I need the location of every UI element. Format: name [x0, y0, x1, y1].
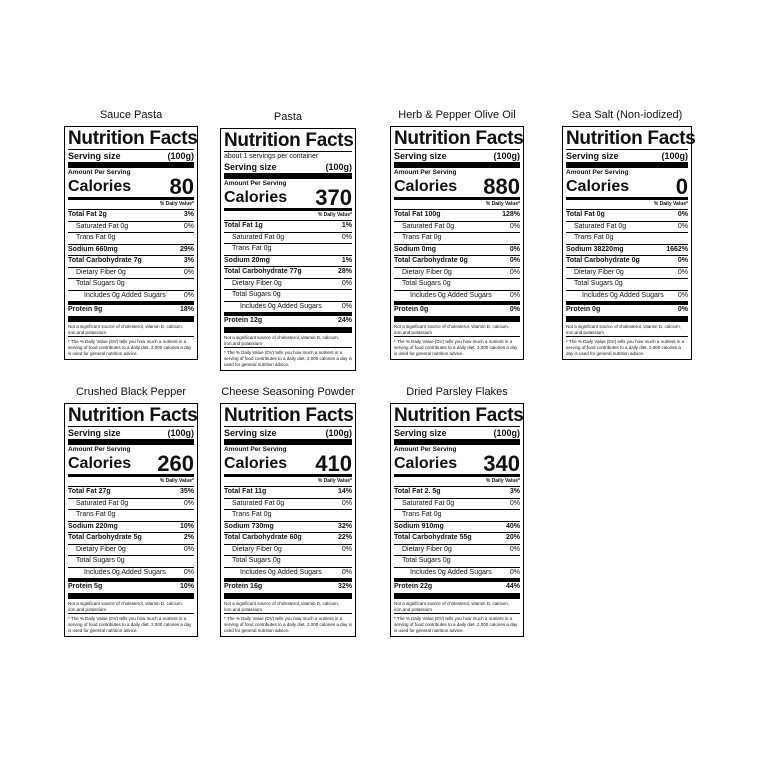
nutrient-row-total-sugars: [224, 555, 352, 567]
calories-label: Calories: [68, 455, 132, 472]
nutrient-daily-value: 0%: [509, 257, 520, 264]
calories-value: 880: [483, 174, 520, 199]
nutrition-facts-heading: Nutrition Facts: [394, 128, 524, 149]
daily-value-footnote: * The % Daily Value (DV) tells you how much a nutrient in a serving of food contributes to a daily diet. 2,000 calories a day is used for general nutrition advice.: [224, 615, 352, 633]
nutrient-daily-value: 0%: [677, 222, 688, 230]
calories-value: 370: [315, 185, 352, 210]
nutrient-name: Saturated Fat 0g: [402, 499, 455, 507]
nutrient-name: Includes 0g Added Sugars: [410, 568, 492, 576]
nutrient-name: Protein 9g: [68, 306, 103, 313]
nutrient-daily-value: 0%: [677, 257, 688, 264]
nutrient-name: Total Carbohydrate 60g: [224, 534, 302, 541]
nutrient-daily-value: 0%: [341, 279, 352, 287]
nutrient-row-trans-fat: [68, 509, 194, 521]
nutrient-row-trans-fat: [394, 232, 520, 244]
nutrition-facts-heading: Nutrition Facts: [566, 128, 696, 149]
nutrient-name: Total Carbohydrate 0g: [394, 257, 468, 264]
calories-label: Calories: [68, 178, 132, 195]
nutrition-facts-heading: Nutrition Facts: [68, 128, 198, 149]
calories-label: Calories: [224, 189, 288, 206]
daily-value-header: % Daily Value*: [159, 201, 194, 207]
nutrient-row-trans-fat: [566, 232, 688, 244]
nutrient-name: Total Fat 2. 5g: [394, 488, 441, 495]
nutrient-row-added-sugars: [394, 567, 520, 579]
nutrient-name: Saturated Fat 0g: [76, 499, 129, 507]
nutrient-daily-value: 0%: [677, 291, 688, 299]
product-name: Pasta: [273, 111, 303, 123]
nutrient-daily-value: 0%: [341, 499, 352, 507]
nutrient-name: Dietary Fiber 0g: [76, 268, 126, 276]
nutrient-name: Includes 0g Added Sugars: [240, 302, 322, 310]
nutrition-panel: [220, 386, 356, 637]
nutrient-name: Total Sugars 0g: [574, 280, 623, 287]
nutrient-row-sodium: [68, 521, 194, 533]
serving-size-value: (100g): [325, 162, 352, 172]
nutrient-name: Includes 0g Added Sugars: [240, 568, 322, 576]
nutrient-name: Total Carbohydrate 55g: [394, 534, 472, 541]
nutrition-panel: [64, 109, 198, 360]
calories-value: 0: [675, 174, 688, 199]
nutrient-name: Saturated Fat 0g: [232, 233, 285, 241]
nutrient-row-total-sugars: [224, 289, 352, 301]
nutrient-name: Total Sugars 0g: [402, 280, 451, 287]
serving-size-label: Serving size: [224, 162, 277, 172]
serving-size-label: Serving size: [394, 151, 447, 161]
nutrient-daily-value: 29%: [179, 245, 194, 253]
nutrient-name: Saturated Fat 0g: [402, 222, 455, 230]
nutrient-name: Trans Fat 0g: [76, 234, 116, 241]
daily-value-footnote: * The % Daily Value (DV) tells you how much a nutrient in a serving of food contributes to a daily diet. 2,000 calories a day is used for general nutrition advice.: [224, 349, 352, 367]
serving-size-value: (100g): [325, 428, 352, 438]
serving-size-label: Serving size: [394, 428, 447, 438]
nutrient-row-dietary-fiber: [68, 544, 194, 556]
nutrient-row-dietary-fiber: [566, 267, 688, 279]
nutrition-facts-label: [220, 403, 356, 637]
nutrient-daily-value: 3%: [183, 211, 194, 218]
nutrition-facts-label: [64, 403, 198, 637]
product-name: Dried Parsley Flakes: [406, 386, 508, 398]
nutrient-row-total-sugars: [394, 278, 520, 290]
serving-size-value: (100g): [167, 151, 194, 161]
nutrient-name: Saturated Fat 0g: [232, 499, 285, 507]
nutrient-daily-value: 0%: [509, 291, 520, 299]
nutrition-facts-heading: Nutrition Facts: [394, 405, 524, 426]
nutrient-row-added-sugars: [566, 290, 688, 302]
nutrient-name: Total Fat 27g: [68, 488, 111, 495]
daily-value-header: % Daily Value*: [317, 212, 352, 218]
nutrient-name: Includes 0g Added Sugars: [84, 291, 166, 299]
nutrient-row-protein: [68, 581, 194, 593]
nutrient-row-sodium: [394, 521, 520, 533]
nutrient-row-total-fat: [68, 209, 194, 221]
nutrient-daily-value: 1%: [341, 222, 352, 229]
daily-value-footnote: * The % Daily Value (DV) tells you how much a nutrient in a serving of food contributes to a daily diet. 2,000 calories a day is used for general nutrition advice.: [68, 615, 192, 633]
nutrient-row-dietary-fiber: [224, 544, 352, 556]
nutrient-row-sodium: [224, 255, 352, 267]
nutrient-row-total-carbohydrate: [224, 532, 352, 544]
nutrient-name: Dietary Fiber 0g: [232, 545, 282, 553]
nutrient-daily-value: 0%: [509, 245, 520, 253]
nutrient-name: Protein 12g: [224, 317, 263, 324]
serving-size-label: Serving size: [68, 151, 121, 161]
nutrient-row-dietary-fiber: [68, 267, 194, 279]
nutrient-row-saturated-fat: [224, 498, 352, 510]
nutrient-daily-value: 20%: [505, 534, 520, 541]
nutrient-name: Saturated Fat 0g: [76, 222, 129, 230]
nutrient-row-trans-fat: [224, 509, 352, 521]
nutrient-row-protein: [394, 581, 520, 593]
nutrient-name: Sodium 20mg: [224, 256, 270, 264]
calories-label: Calories: [394, 455, 458, 472]
calories-value: 410: [315, 451, 352, 476]
nutrient-row-total-fat: [566, 209, 688, 221]
nutrient-row-saturated-fat: [68, 498, 194, 510]
not-significant-note: Not a significant source of cholesterol, vitamin D, calcium, iron,and potassium: [224, 600, 340, 612]
nutrition-panel: [562, 109, 696, 360]
nutrient-row-protein: [394, 304, 520, 316]
nutrient-row-total-sugars: [394, 555, 520, 567]
nutrient-name: Total Fat 2g: [68, 211, 107, 218]
not-significant-note: Not a significant source of cholesterol, vitamin D, calcium, iron,and potassium: [394, 323, 510, 335]
nutrient-daily-value: 14%: [337, 488, 352, 495]
nutrient-row-total-carbohydrate: [394, 255, 520, 267]
daily-value-footnote: * The % Daily Value (DV) tells you how much a nutrient in a serving of food contributes to a daily diet. 2,000 calories a day is used for general nutrition advice.: [394, 338, 518, 356]
nutrient-daily-value: 0%: [509, 306, 520, 313]
nutrition-panel: [390, 109, 524, 360]
nutrient-daily-value: 2%: [183, 534, 194, 541]
nutrient-daily-value: 0%: [341, 302, 352, 310]
nutrient-row-saturated-fat: [394, 498, 520, 510]
nutrient-name: Trans Fat 0g: [402, 234, 442, 241]
serving-size-value: (100g): [493, 428, 520, 438]
nutrient-row-total-fat: [68, 486, 194, 498]
serving-size-value: (100g): [167, 428, 194, 438]
nutrient-name: Total Sugars 0g: [232, 291, 281, 298]
daily-value-header: % Daily Value*: [485, 478, 520, 484]
nutrient-name: Dietary Fiber 0g: [402, 268, 452, 276]
nutrient-name: Total Sugars 0g: [232, 557, 281, 564]
not-significant-note: Not a significant source of cholesterol, vitamin D, calcium, iron,and potassium: [394, 600, 510, 612]
nutrient-name: Total Sugars 0g: [76, 280, 125, 287]
nutrient-daily-value: 35%: [179, 488, 194, 495]
nutrient-row-trans-fat: [68, 232, 194, 244]
nutrient-name: Total Fat 0g: [566, 211, 605, 218]
nutrition-facts-label: [64, 126, 198, 360]
nutrient-name: Protein 0g: [566, 306, 601, 313]
nutrient-daily-value: 0%: [677, 306, 688, 313]
nutrient-row-sodium: [68, 244, 194, 256]
nutrient-row-added-sugars: [68, 290, 194, 302]
nutrient-name: Total Carbohydrate 0g: [566, 257, 640, 264]
nutrition-facts-heading: Nutrition Facts: [68, 405, 198, 426]
nutrient-daily-value: 0%: [509, 568, 520, 576]
nutrient-name: Total Fat 1g: [224, 222, 263, 229]
nutrient-name: Sodium 38220mg: [566, 245, 624, 253]
nutrient-name: Trans Fat 0g: [232, 245, 272, 252]
nutrient-daily-value: 24%: [337, 317, 352, 324]
nutrient-daily-value: 28%: [337, 268, 352, 275]
serving-size-label: Serving size: [68, 428, 121, 438]
nutrient-daily-value: 0%: [183, 268, 194, 276]
nutrient-name: Dietary Fiber 0g: [574, 268, 624, 276]
not-significant-note: Not a significant source of cholesterol, vitamin D, calcium, iron,and potassium: [224, 334, 340, 346]
nutrient-name: Total Fat 100g: [394, 211, 441, 218]
nutrient-row-protein: [224, 315, 352, 327]
nutrient-daily-value: 44%: [505, 583, 520, 590]
calories-value: 260: [157, 451, 194, 476]
nutrient-row-dietary-fiber: [394, 544, 520, 556]
nutrient-row-total-carbohydrate: [394, 532, 520, 544]
nutrient-row-sodium: [566, 244, 688, 256]
nutrient-name: Saturated Fat 0g: [574, 222, 627, 230]
product-name: Sea Salt (Non-iodized): [571, 109, 683, 121]
product-name: Crushed Black Pepper: [75, 386, 187, 398]
nutrition-panel: [220, 111, 356, 371]
calories-label: Calories: [394, 178, 458, 195]
nutrient-name: Dietary Fiber 0g: [76, 545, 126, 553]
nutrient-row-dietary-fiber: [224, 278, 352, 290]
nutrient-name: Total Carbohydrate 5g: [68, 534, 142, 541]
product-name: Sauce Pasta: [99, 109, 163, 121]
nutrient-name: Protein 5g: [68, 583, 103, 590]
nutrient-row-added-sugars: [224, 301, 352, 313]
nutrient-row-total-fat: [394, 486, 520, 498]
nutrient-daily-value: 1662%: [666, 245, 688, 253]
nutrient-name: Sodium 660mg: [68, 245, 118, 253]
nutrient-row-total-sugars: [68, 555, 194, 567]
nutrient-daily-value: 0%: [341, 545, 352, 553]
nutrition-panel: [64, 386, 198, 637]
nutrient-row-trans-fat: [224, 243, 352, 255]
amount-per-serving: Amount Per Serving: [224, 180, 287, 187]
amount-per-serving: Amount Per Serving: [224, 446, 287, 453]
nutrient-name: Trans Fat 0g: [76, 511, 116, 518]
serving-size-label: Serving size: [566, 151, 619, 161]
nutrient-daily-value: 32%: [337, 522, 352, 530]
amount-per-serving: Amount Per Serving: [566, 169, 629, 176]
nutrient-daily-value: 0%: [509, 222, 520, 230]
nutrient-daily-value: 0%: [183, 499, 194, 507]
nutrient-row-trans-fat: [394, 509, 520, 521]
nutrition-facts-label: [390, 126, 524, 360]
nutrient-name: Trans Fat 0g: [574, 234, 614, 241]
nutrient-name: Protein 0g: [394, 306, 429, 313]
nutrient-daily-value: 0%: [183, 568, 194, 576]
nutrition-facts-heading: Nutrition Facts: [224, 130, 354, 151]
nutrient-name: Total Carbohydrate 77g: [224, 268, 302, 275]
nutrient-name: Includes 0g Added Sugars: [410, 291, 492, 299]
nutrient-daily-value: 0%: [509, 268, 520, 276]
nutrient-name: Dietary Fiber 0g: [402, 545, 452, 553]
nutrition-facts-heading: Nutrition Facts: [224, 405, 354, 426]
nutrient-row-total-carbohydrate: [224, 266, 352, 278]
nutrient-name: Protein 22g: [394, 583, 433, 590]
calories-label: Calories: [566, 178, 630, 195]
nutrient-name: Sodium 0mg: [394, 245, 437, 253]
nutrient-daily-value: 0%: [677, 211, 688, 218]
nutrient-name: Total Carbohydrate 7g: [68, 257, 142, 264]
nutrient-row-saturated-fat: [68, 221, 194, 233]
nutrient-row-total-fat: [224, 220, 352, 232]
nutrient-daily-value: 0%: [183, 545, 194, 553]
daily-value-header: % Daily Value*: [485, 201, 520, 207]
nutrient-daily-value: 18%: [179, 306, 194, 313]
nutrient-name: Dietary Fiber 0g: [232, 279, 282, 287]
daily-value-header: % Daily Value*: [653, 201, 688, 207]
nutrient-daily-value: 1%: [341, 256, 352, 264]
nutrient-row-dietary-fiber: [394, 267, 520, 279]
nutrient-name: Total Fat 11g: [224, 488, 267, 495]
nutrient-name: Sodium 220mg: [68, 522, 118, 530]
nutrient-row-saturated-fat: [224, 232, 352, 244]
nutrient-daily-value: 10%: [179, 583, 194, 590]
nutrient-row-protein: [68, 304, 194, 316]
nutrient-row-total-carbohydrate: [68, 532, 194, 544]
amount-per-serving: Amount Per Serving: [68, 446, 131, 453]
nutrient-daily-value: 3%: [509, 488, 520, 495]
nutrient-row-total-fat: [394, 209, 520, 221]
nutrient-daily-value: 0%: [183, 222, 194, 230]
calories-label: Calories: [224, 455, 288, 472]
nutrient-row-protein: [224, 581, 352, 593]
nutrient-row-total-carbohydrate: [566, 255, 688, 267]
daily-value-header: % Daily Value*: [159, 478, 194, 484]
nutrient-name: Sodium 730mg: [224, 522, 274, 530]
nutrient-row-added-sugars: [394, 290, 520, 302]
nutrient-row-protein: [566, 304, 688, 316]
nutrient-daily-value: 128%: [502, 211, 520, 218]
nutrient-daily-value: 0%: [677, 268, 688, 276]
nutrient-daily-value: 0%: [183, 291, 194, 299]
nutrient-row-sodium: [394, 244, 520, 256]
nutrient-daily-value: 40%: [505, 522, 520, 530]
not-significant-note: Not a significant source of cholesterol, vitamin D, calcium, iron,and potassium: [566, 323, 682, 335]
servings-per-container: about 1 servings per container: [224, 153, 319, 160]
nutrient-name: Total Sugars 0g: [402, 557, 451, 564]
nutrient-row-total-fat: [224, 486, 352, 498]
amount-per-serving: Amount Per Serving: [68, 169, 131, 176]
nutrient-name: Includes 0g Added Sugars: [84, 568, 166, 576]
product-name: Herb & Pepper Olive Oil: [398, 109, 516, 121]
nutrient-row-added-sugars: [224, 567, 352, 579]
not-significant-note: Not a significant source of cholesterol, vitamin D, calcium, iron,and potassium: [68, 323, 184, 335]
nutrition-facts-label: [220, 128, 356, 371]
serving-size-value: (100g): [661, 151, 688, 161]
nutrient-name: Sodium 910mg: [394, 522, 444, 530]
nutrition-facts-label: [562, 126, 696, 360]
nutrient-daily-value: 0%: [341, 568, 352, 576]
calories-value: 340: [483, 451, 520, 476]
nutrient-row-saturated-fat: [566, 221, 688, 233]
amount-per-serving: Amount Per Serving: [394, 169, 457, 176]
nutrient-daily-value: 0%: [509, 499, 520, 507]
nutrient-row-total-sugars: [68, 278, 194, 290]
serving-size-value: (100g): [493, 151, 520, 161]
nutrient-daily-value: 0%: [509, 545, 520, 553]
nutrient-row-saturated-fat: [394, 221, 520, 233]
nutrient-daily-value: 0%: [341, 233, 352, 241]
nutrient-row-sodium: [224, 521, 352, 533]
nutrient-name: Protein 16g: [224, 583, 263, 590]
daily-value-footnote: * The % Daily Value (DV) tells you how much a nutrient in a serving of food contributes to a daily diet. 2,000 calories a day is used for general nutrition advice.: [68, 338, 192, 356]
nutrition-facts-label: [390, 403, 524, 637]
nutrient-daily-value: 10%: [179, 522, 194, 530]
nutrient-name: Trans Fat 0g: [402, 511, 442, 518]
nutrient-daily-value: 32%: [337, 583, 352, 590]
serving-size-label: Serving size: [224, 428, 277, 438]
amount-per-serving: Amount Per Serving: [394, 446, 457, 453]
nutrient-row-total-carbohydrate: [68, 255, 194, 267]
not-significant-note: Not a significant source of cholesterol, vitamin D, calcium, iron,and potassium: [68, 600, 184, 612]
nutrient-row-total-sugars: [566, 278, 688, 290]
product-name: Cheese Seasoning Powder: [221, 386, 355, 398]
nutrition-panel: [390, 386, 524, 637]
nutrient-name: Trans Fat 0g: [232, 511, 272, 518]
nutrient-row-added-sugars: [68, 567, 194, 579]
nutrient-name: Includes 0g Added Sugars: [582, 291, 664, 299]
nutrient-daily-value: 3%: [183, 257, 194, 264]
daily-value-header: % Daily Value*: [317, 478, 352, 484]
nutrient-name: Total Sugars 0g: [76, 557, 125, 564]
calories-value: 80: [169, 174, 194, 199]
daily-value-footnote: * The % Daily Value (DV) tells you how much a nutrient in a serving of food contributes to a daily diet. 2,000 calories a day is used for general nutrition advice.: [566, 338, 685, 356]
daily-value-footnote: * The % Daily Value (DV) tells you how much a nutrient in a serving of food contributes to a daily diet. 2,000 calories a day is used for general nutrition advice.: [394, 615, 518, 633]
nutrient-daily-value: 22%: [337, 534, 352, 541]
